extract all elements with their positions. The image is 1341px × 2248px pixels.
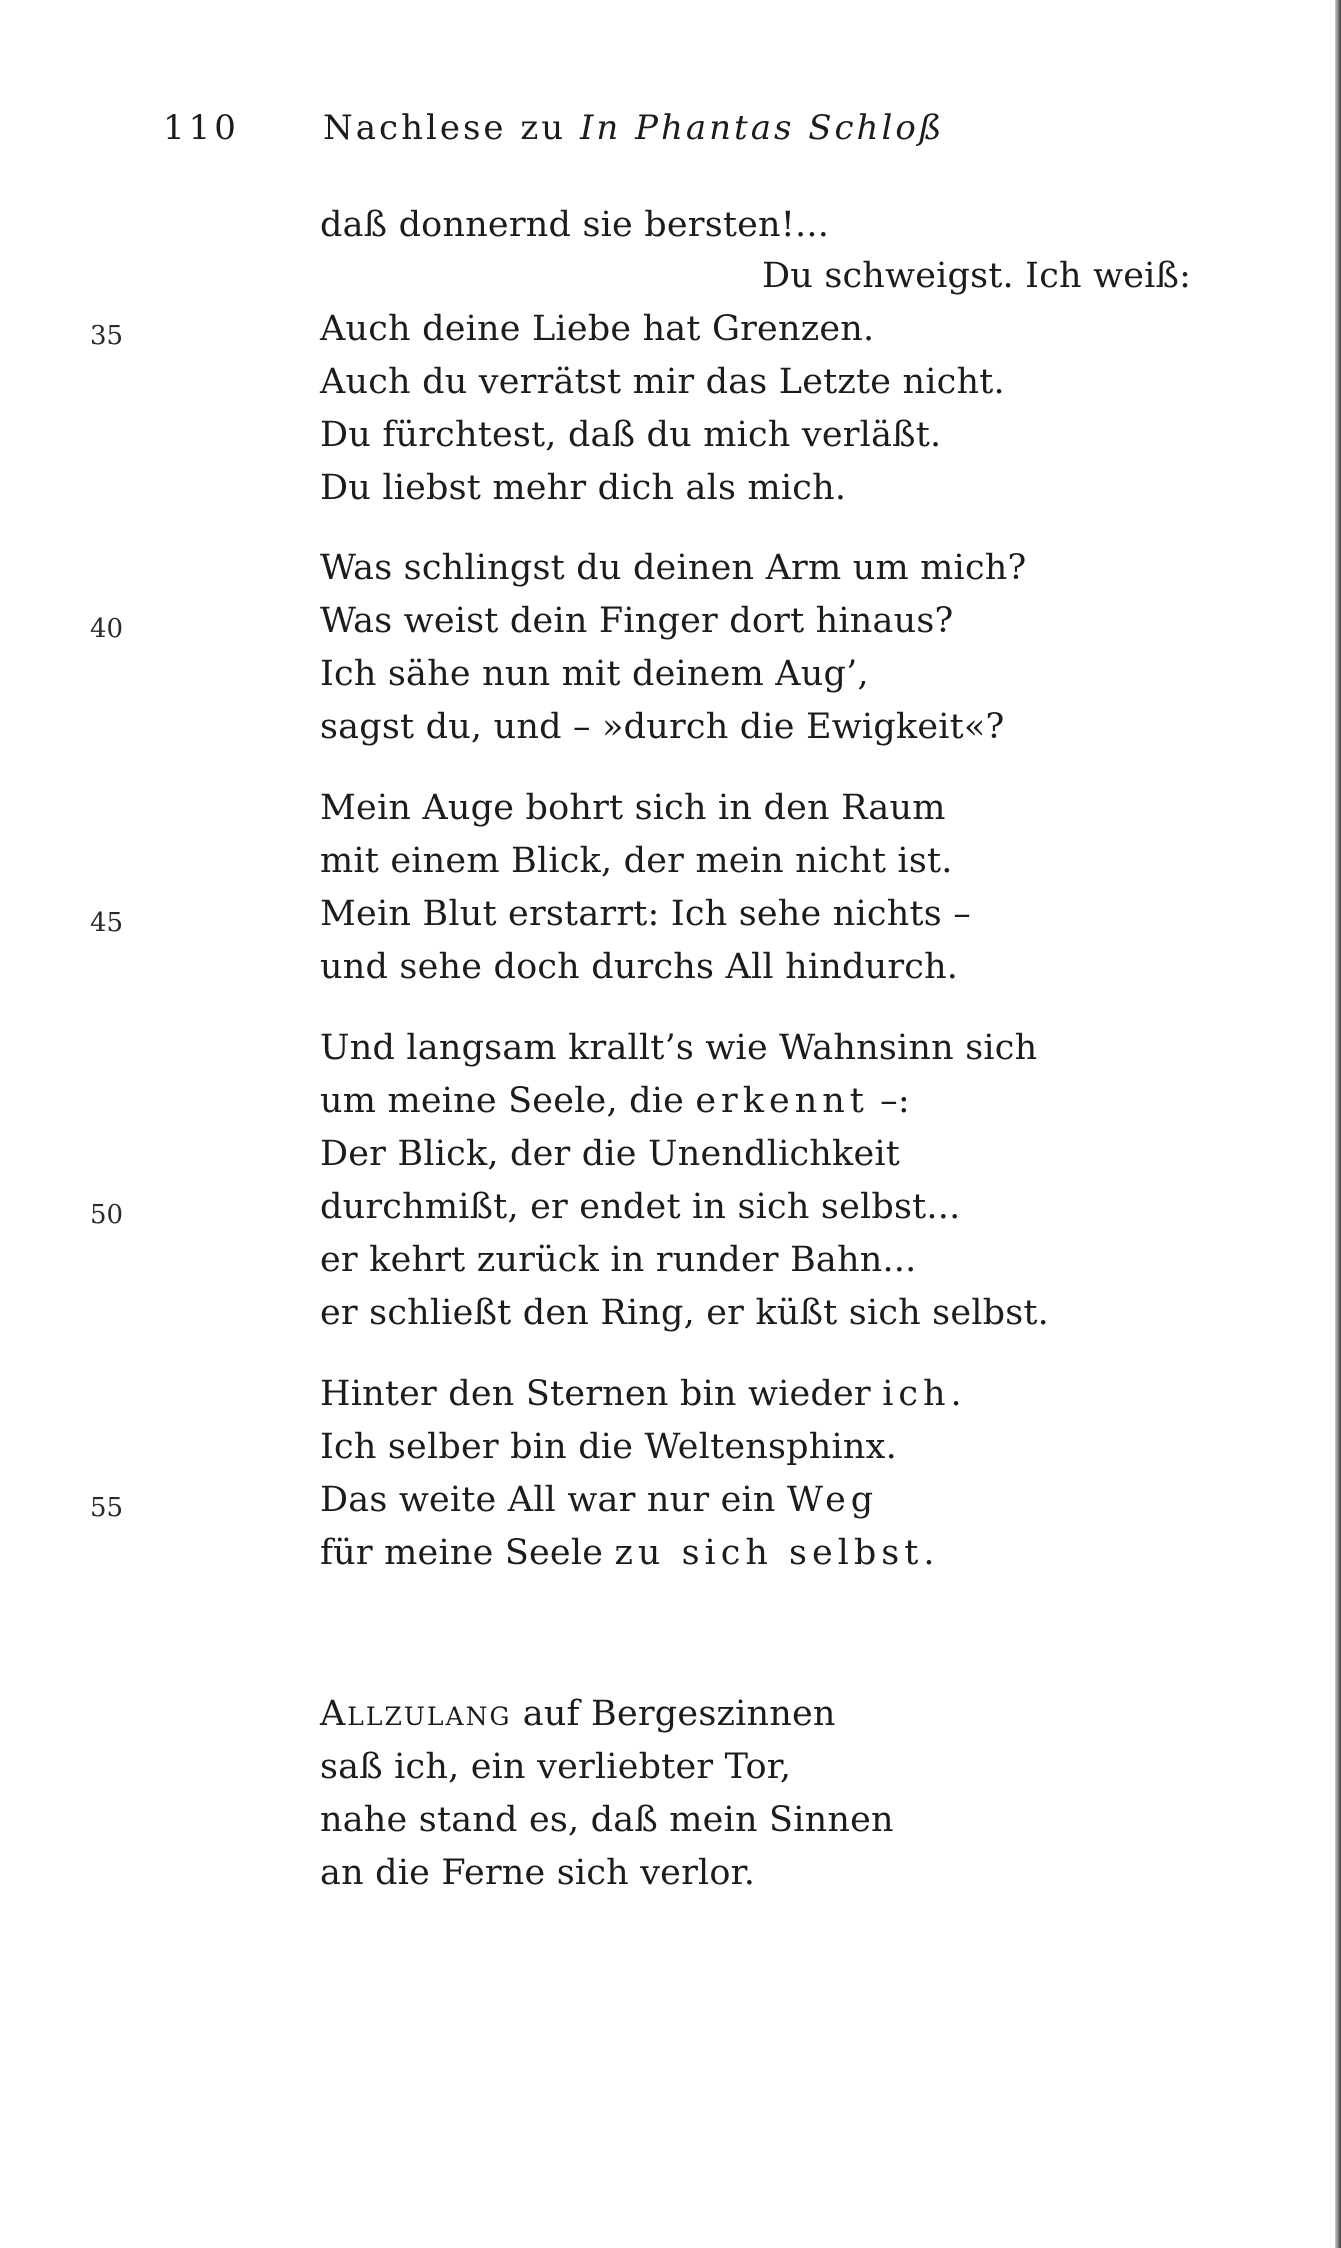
verse-line: Du fürchtest, daß du mich verläßt. bbox=[320, 415, 942, 455]
verse-line: er kehrt zurück in runder Bahn... bbox=[320, 1240, 917, 1280]
line-number: 40 bbox=[90, 614, 124, 644]
verse-text: für meine Seele bbox=[320, 1533, 615, 1573]
verse-line: Mein Blut erstarrt: Ich sehe nichts – bbox=[320, 894, 971, 934]
verse-line: Und langsam krallt’s wie Wahnsinn sich bbox=[320, 1028, 1038, 1068]
emphasized-word: Weg bbox=[786, 1480, 879, 1520]
verse-line: Ich selber bin die Weltensphinx. bbox=[320, 1427, 897, 1467]
verse-line: saß ich, ein verliebter Tor, bbox=[320, 1747, 792, 1787]
verse-line bbox=[320, 1526, 935, 1580]
line-number: 55 bbox=[90, 1493, 124, 1523]
verse-line: an die Ferne sich verlor. bbox=[320, 1853, 756, 1893]
verse-line: er schließt den Ring, er küßt sich selbst. bbox=[320, 1293, 1050, 1333]
line-number: 45 bbox=[90, 908, 124, 938]
running-head-prefix: Nachlese zu bbox=[323, 108, 580, 148]
emphasized-word: ich bbox=[882, 1374, 951, 1414]
verse-line: Mein Auge bohrt sich in den Raum bbox=[320, 788, 946, 828]
line-number: 50 bbox=[90, 1200, 124, 1230]
verse-line: Der Blick, der die Unendlichkeit bbox=[320, 1134, 901, 1174]
page-number: 110 bbox=[163, 108, 240, 148]
verse-line: daß donnernd sie bersten!... bbox=[320, 205, 830, 245]
verse-line: Ich sähe nun mit deinem Aug’, bbox=[320, 654, 869, 694]
verse-line: Auch du verrätst mir das Letzte nicht. bbox=[320, 362, 1005, 402]
verse-line bbox=[320, 1687, 836, 1741]
verse-line: Auch deine Liebe hat Grenzen. bbox=[320, 309, 875, 349]
verse-line: Du schweigst. Ich weiß: bbox=[762, 256, 1192, 296]
verse-line: durchmißt, er endet in sich selbst... bbox=[320, 1187, 961, 1227]
verse-line: sagst du, und – »durch die Ewigkeit«? bbox=[320, 707, 1005, 747]
emphasized-word: zu sich selbst bbox=[614, 1533, 924, 1573]
verse-text: auf Bergeszinnen bbox=[511, 1694, 836, 1734]
verse-line: nahe stand es, daß mein Sinnen bbox=[320, 1800, 894, 1840]
running-head-title: In Phantas Schloß bbox=[579, 108, 945, 148]
verse-line bbox=[320, 1074, 910, 1128]
verse-line bbox=[320, 1367, 962, 1421]
verse-line: mit einem Blick, der mein nicht ist. bbox=[320, 841, 953, 881]
verse-text: Das weite All war nur ein bbox=[320, 1480, 787, 1520]
line-number: 35 bbox=[90, 321, 124, 351]
verse-line bbox=[320, 1473, 878, 1527]
verse-line: Du liebst mehr dich als mich. bbox=[320, 468, 847, 508]
verse-text: . bbox=[923, 1533, 935, 1573]
poem-incipit: Allzulang bbox=[320, 1694, 512, 1734]
verse-text: . bbox=[950, 1374, 962, 1414]
verse-text: –: bbox=[868, 1081, 910, 1121]
verse-text: Hinter den Sternen bin wieder bbox=[320, 1374, 883, 1414]
verse-line: Was schlingst du deinen Arm um mich? bbox=[320, 548, 1027, 588]
verse-line: Was weist dein Finger dort hinaus? bbox=[320, 601, 954, 641]
emphasized-word: erkennt bbox=[695, 1081, 869, 1121]
verse-line: und sehe doch durchs All hindurch. bbox=[320, 947, 959, 987]
verse-text: um meine Seele, die bbox=[320, 1081, 696, 1121]
